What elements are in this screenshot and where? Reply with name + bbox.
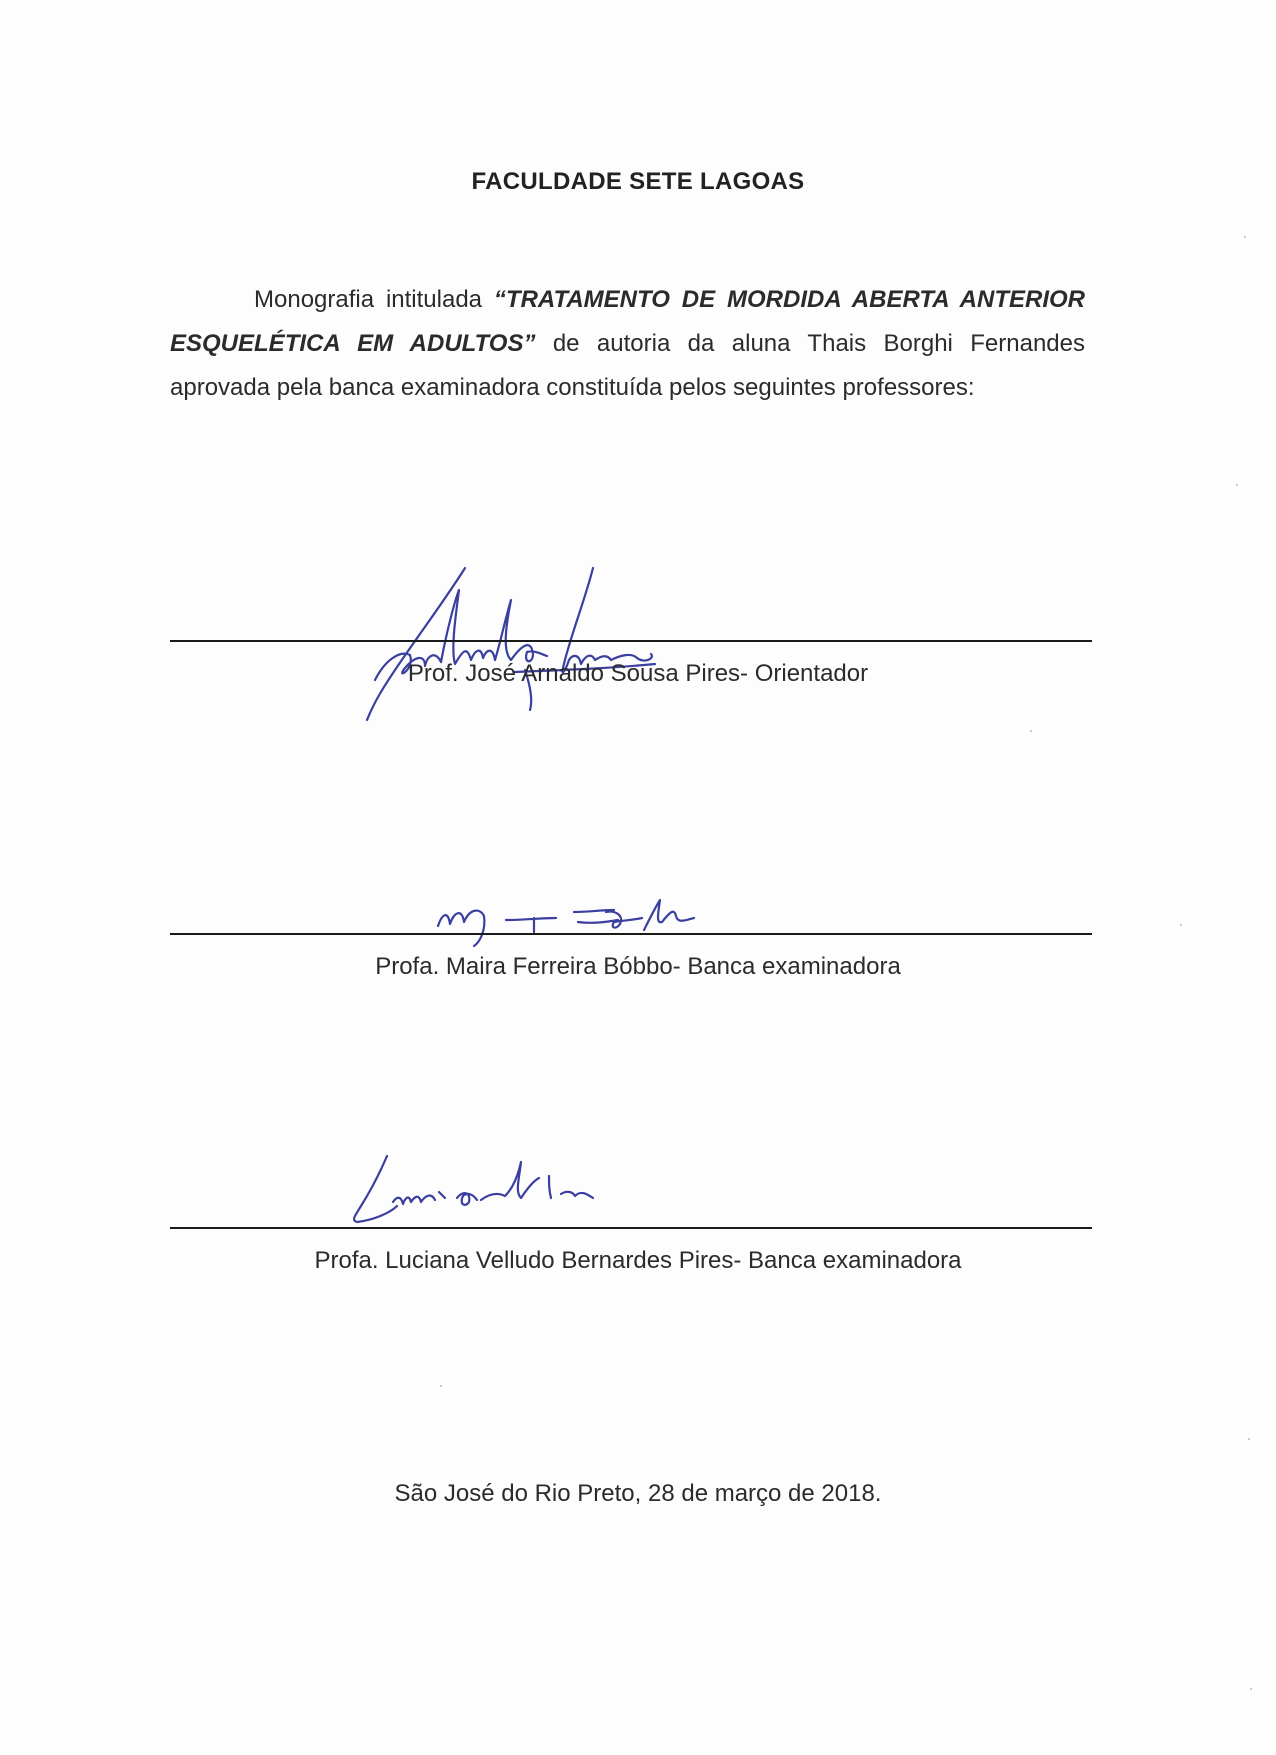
statement-prefix: Monografia intitulada <box>254 286 494 313</box>
monograph-title: “TRATAMENTO DE MORDIDA ABERTA ANTERIOR ESQUELÉTICA EM ADULTOS” <box>170 286 1085 357</box>
statement-suffix: de autoria da aluna Thais Borghi Fernandes aprovada pela banca examinadora constituída pelos seguintes professores: <box>170 330 1085 401</box>
signatory-caption-examiner-1: Profa. Maira Ferreira Bóbbo- Banca examinadora <box>375 953 901 980</box>
signature-examiner-2-icon <box>345 1150 675 1230</box>
scan-speck <box>1030 730 1032 732</box>
signature-advisor-icon <box>355 560 745 730</box>
scan-speck <box>1236 484 1238 486</box>
institution-name: FACULDADE SETE LAGOAS <box>471 168 805 195</box>
signatory-caption-examiner-2: Profa. Luciana Velludo Bernardes Pires- Banca examinadora <box>314 1247 962 1274</box>
scan-speck <box>1244 236 1246 238</box>
signature-line-examiner-2 <box>170 1227 1092 1229</box>
signature-line-examiner-1 <box>170 933 1092 935</box>
scan-speck <box>440 1385 442 1387</box>
scan-speck <box>1250 1688 1252 1690</box>
place-and-date: São José do Rio Preto, 28 de março de 2018. <box>394 1480 882 1507</box>
scan-speck <box>1180 924 1182 926</box>
approval-statement <box>170 278 1085 410</box>
signature-examiner-1-icon <box>430 890 720 950</box>
signature-line-advisor <box>170 640 1092 642</box>
scan-speck <box>1248 1438 1250 1440</box>
signatory-caption-advisor: Prof. José Arnaldo Sousa Pires- Orientador <box>407 660 869 687</box>
